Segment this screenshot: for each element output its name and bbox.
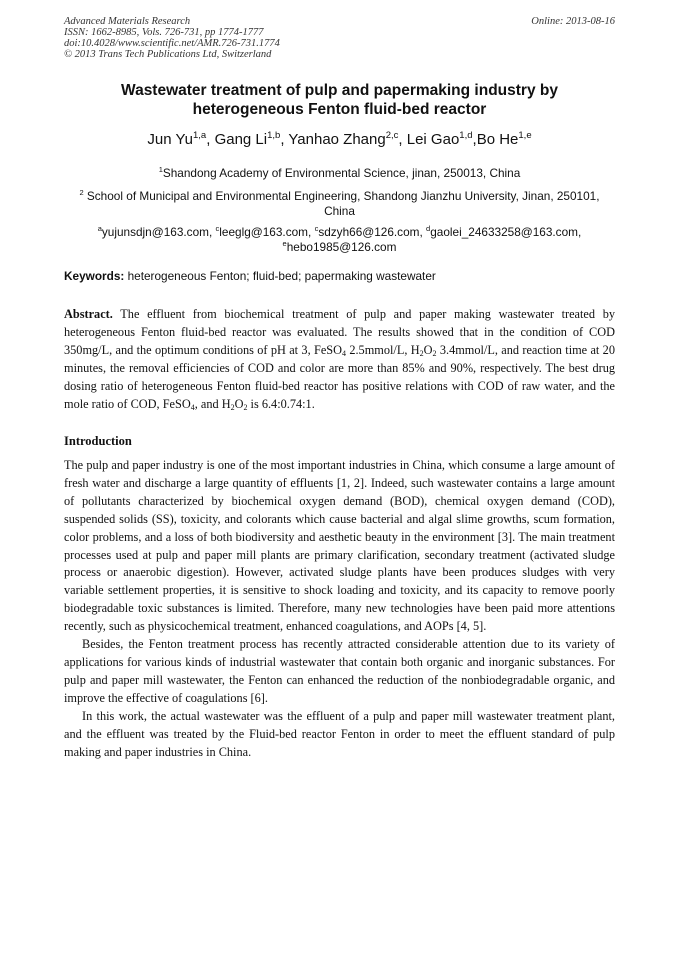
paragraph: In this work, the actual wastewater was the effluent of a pulp and paper mill wastewater treatment plant, and the effluent was treated by the Fluid-bed reactor Fenton in order to meet the effluent standard of pulp making and paper industries in China. bbox=[64, 708, 615, 759]
keywords-text: heterogeneous Fenton; fluid-bed; papermaking wastewater bbox=[124, 269, 436, 283]
author: Lei Gao$^{1,d}$, bbox=[406, 130, 477, 148]
copyright-line: © 2013 Trans Tech Publications Ltd, Switzerland bbox=[64, 49, 272, 60]
author: Gang Li$^{1,b}$, bbox=[214, 130, 289, 148]
affiliation-1: $^1$Shandong Academy of Environmental Science, jinan, 250013, China bbox=[158, 165, 521, 180]
paragraph: The pulp and paper industry is one of the most important industries in China, which consume a large amount of fresh water and discharge a large quantity of effluents [1, 2]. Indeed, such wastewater contains a large amount of pollutants characterized by biochemical oxygen demand (BOD), chemical oxygen demand (COD), suspended solids (SS), toxicity, and colorants which cause bacterial and algal slime growths, scum formation, color problems, and a loss of both biodiversity and aesthetic beauty in the environment [3]. The main treatment processes used at pulp and paper mill plants are primary clarification, secondary treatment (activated sludge process or anaerobic digestion). However, activated sludge plants have been produces sludges with very variable settlement properties, it is sensitive to shock loading and toxicity, and its capacity to remove poorly biodegradable toxic substances is limited. Therefore, many new technologies have been paid more attentions recently, such as physicochemical treatment, enhanced coagulations, and AOPs [4, 5]. bbox=[64, 458, 615, 634]
affiliation-2: $^2$ School of Municipal and Environmental Engineering, Shandong Jianzhu University, Jinan, 250101, China bbox=[79, 188, 600, 218]
author: Jun Yu$^{1,a}$, bbox=[147, 130, 215, 148]
author: Bo He$^{1,e}$ bbox=[476, 130, 532, 148]
introduction-body bbox=[64, 457, 615, 761]
keywords-label: Keywords: bbox=[64, 269, 125, 283]
journal-name: Advanced Materials Research bbox=[64, 16, 191, 27]
email[interactable]: $^c$sdzyh66@126.com bbox=[314, 224, 420, 239]
abstract: Abstract. The effluent from biochemical treatment of pulp and paper making wastewater treated by heterogeneous Fenton fluid-bed reactor was evaluated. The results showed that in the condition of COD 350mg/L, and the optimum conditions of pH at 3, FeSO$_4$ 2.5mmol/L, $H_2O_2$ 3.4mmol/L, and reaction time at 20 minutes, the removal efficiencies of COD and color are more than 85% and 90%, respectively. The best drug dosing ratio of heterogeneous Fenton fluid-bed reactor has positive relations with COD of raw water, and the mole ratio of COD, FeSO$_4$, and $H_2O_2$ is 6.4:0.74:1. bbox=[64, 307, 615, 412]
author-list bbox=[64, 130, 615, 150]
title-line-2: heterogeneous Fenton fluid-bed reactor bbox=[192, 101, 487, 118]
paper-title bbox=[64, 81, 615, 119]
author: Yanhao Zhang$^{2,c}$, bbox=[288, 130, 407, 148]
doi-line: doi:10.4028/www.scientific.net/AMR.726-731.1774 bbox=[64, 38, 280, 49]
email[interactable]: $^c$leeglg@163.com bbox=[215, 224, 308, 239]
email[interactable]: $^d$gaolei_24633258@163.com bbox=[426, 224, 578, 239]
abstract-label: Abstract. bbox=[64, 307, 113, 321]
online-date: Online: 2013-08-16 bbox=[531, 16, 615, 27]
author-emails: $^a$yujunsdjn@163.com, $^c$leeglg@163.com, $^c$sdzyh66@126.com, $^d$gaolei_24633258@163.com, $^e$hebo1985@126.com bbox=[97, 224, 582, 254]
keywords bbox=[64, 269, 615, 284]
email[interactable]: $^a$yujunsdjn@163.com bbox=[97, 224, 209, 239]
introduction-heading: Introduction bbox=[64, 434, 132, 448]
title-line-1: Wastewater treatment of pulp and papermaking industry by bbox=[121, 82, 558, 99]
email[interactable]: $^e$hebo1985@126.com bbox=[282, 239, 397, 254]
issn-line: ISSN: 1662-8985, Vols. 726-731, pp 1774-1777 bbox=[64, 27, 264, 38]
paragraph: Besides, the Fenton treatment process has recently attracted considerable attention due to its variety of applications for various kinds of industrial wastewater that contain both organic and inorganic substances. For pulp and paper mill wastewater, the Fenton can enhanced the reduction of the nonbiodegradable organic, and improve the effective of coagulations [6]. bbox=[64, 637, 615, 705]
journal-header bbox=[64, 16, 280, 60]
